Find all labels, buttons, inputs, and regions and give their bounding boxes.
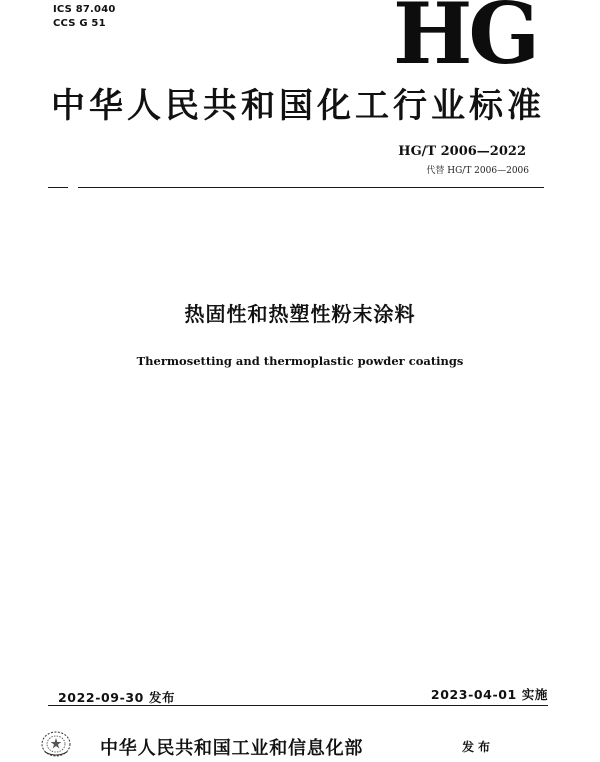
national-emblem-icon [40,730,72,758]
standard-category-title: 中华人民共和国化工行业标准 [51,86,545,126]
replaces-standard: 代替 HG/T 2006—2006 [426,166,529,176]
issuing-authority: 中华人民共和国工业和信息化部 [100,738,364,759]
hg-logo: HG [393,0,537,83]
standard-number: HG/T 2006—2022 [398,144,526,159]
header-divider [48,187,544,188]
implement-date: 2023-04-01 实施 [430,687,548,702]
issue-label: 发布 [462,740,495,754]
header-divider-gap [68,186,78,190]
ccs-code: CCS G 51 [53,18,106,29]
publish-date: 2022-09-30 发布 [58,690,176,705]
document-title-chinese: 热固性和热塑性粉末涂料 [184,302,416,326]
footer-divider [48,705,548,706]
ics-code: ICS 87.040 [53,4,116,15]
document-title-english: Thermosetting and thermoplastic powder coatings [136,354,464,368]
